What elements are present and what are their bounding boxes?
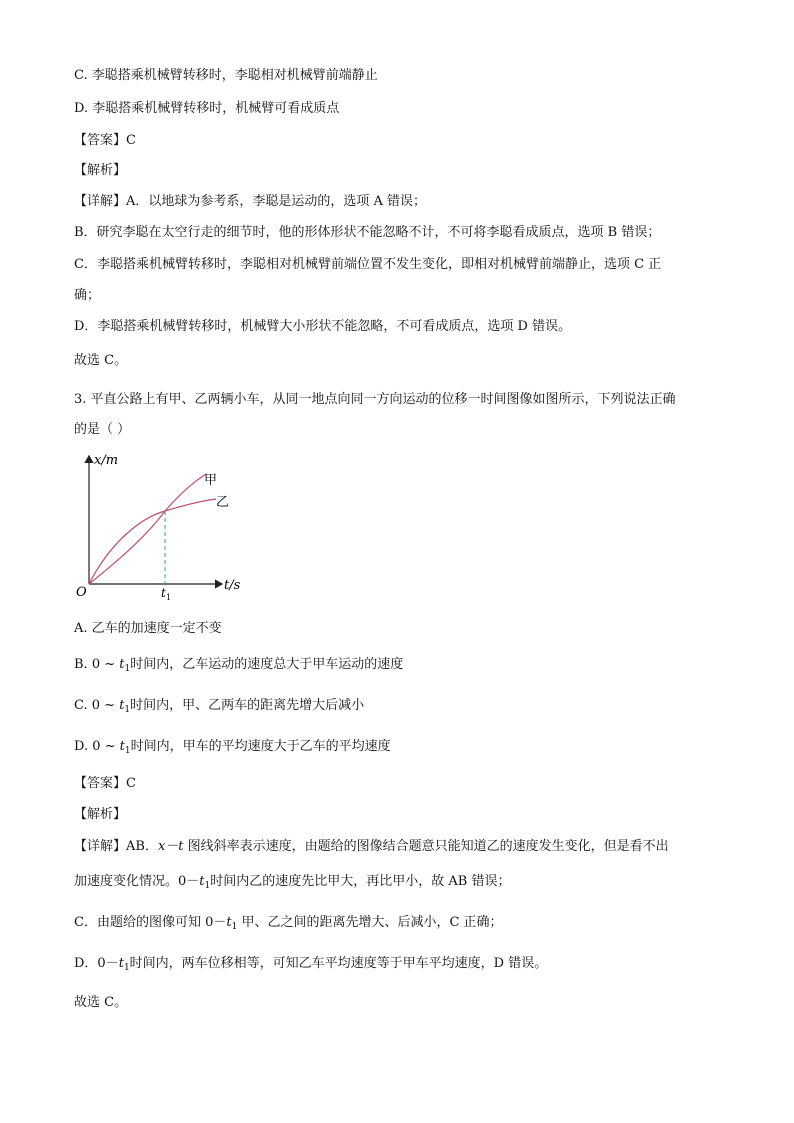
xt-graph: [70, 448, 250, 608]
q3-option-d-rest: 时间内，甲车的平均速度大于乙车的平均速度: [130, 739, 391, 754]
q3-detail-d-rest: 时间内，两车位移相等，可知乙车平均速度等于甲车平均速度，D 错误。: [129, 956, 548, 971]
q3-option-a: A. 乙车的加速度一定不变: [74, 621, 222, 636]
q3-detail-d-pre: D．0－: [74, 956, 119, 971]
q3-option-c-t: t: [119, 698, 125, 713]
q3-option-d-prefix: D. 0 ~: [74, 739, 120, 754]
q3-option-b-prefix: B. 0 ~: [74, 657, 120, 672]
q3-option-d-sub: 1: [124, 746, 131, 756]
t1-label-sub: 1: [166, 593, 172, 602]
curve-jia: [89, 474, 206, 584]
q3-detail-ab2-rest: 时间内乙的速度先比甲大，再比甲小，故 AB 错误；: [210, 874, 511, 889]
q3-detail-c-pre: C．由题给的图像可知 0－: [74, 915, 227, 930]
q3-option-d-t: t: [119, 739, 125, 754]
q3-option-b-t: t: [119, 657, 125, 672]
q3-detail-c-sub: 1: [231, 922, 238, 932]
q2-option-d: D. 李聪搭乘机械臂转移时，机械臂可看成质点: [74, 101, 340, 116]
q3-detail-ab-pre: 【详解】AB．: [74, 839, 158, 854]
q3-option-d: [74, 738, 391, 760]
y-axis-label: x/m: [94, 453, 119, 468]
q3-detail-c: [74, 914, 503, 936]
q3-detail-d-t: t: [118, 956, 124, 971]
q3-option-c: [74, 697, 364, 719]
q3-detail-ab2-sub: 1: [204, 881, 211, 891]
q2-detail-a: 【详解】A．以地球为参考系，李聪是运动的，选项 A 错误；: [74, 194, 427, 209]
q3-option-b: [74, 656, 403, 678]
q2-detail-d: D．李聪搭乘机械臂转移时，机械臂大小形状不能忽略，不可看成质点，选项 D 错误。: [74, 319, 572, 334]
q3-detail-c-t: t: [226, 915, 232, 930]
q3-answer: 【答案】C: [74, 776, 136, 791]
curve-jia-label: 甲: [204, 473, 218, 488]
q3-detail-ab-rest: 图线斜率表示速度，由题给的图像结合题意只能知道乙的速度发生变化，但是看不出: [183, 839, 669, 854]
curve-yi-label: 乙: [216, 495, 230, 510]
q3-option-c-sub: 1: [124, 705, 131, 715]
q3-detail-ab-math: x－t: [157, 839, 184, 854]
q3-stem-line2: 的是（ ）: [74, 422, 131, 437]
q3-analysis-tag: 【解析】: [74, 807, 127, 822]
q3-option-c-prefix: C. 0 ~: [74, 698, 120, 713]
q3-option-b-rest: 时间内，乙车运动的速度总大于甲车运动的速度: [130, 657, 404, 672]
q3-conclusion: 故选 C。: [74, 995, 128, 1010]
q3-detail-c-rest: 甲、乙之间的距离先增大、后减小，C 正确；: [237, 915, 503, 930]
q2-option-c: C. 李聪搭乘机械臂转移时，李聪相对机械臂前端静止: [74, 68, 378, 83]
q2-conclusion: 故选 C。: [74, 353, 128, 368]
x-axis-label: t/s: [224, 578, 241, 593]
q3-stem-line1: 3. 平直公路上有甲、乙两辆小车，从同一地点向同一方向运动的位移一时间图像如图所示，下列说法正确: [74, 392, 676, 407]
q2-detail-c-line2: 确；: [74, 288, 101, 303]
q3-option-c-rest: 时间内，甲、乙两车的距离先增大后减小: [130, 698, 365, 713]
q3-detail-d-sub: 1: [123, 963, 130, 973]
q3-detail-ab-line2: [74, 873, 510, 895]
curve-yi: [89, 499, 216, 584]
q2-answer: 【答案】C: [74, 133, 136, 148]
q3-detail-ab2-t: t: [199, 874, 205, 889]
q2-detail-b: B．研究李聪在太空行走的细节时，他的形体形状不能忽略不计，不可将李聪看成质点，选项 B 错误；: [74, 225, 661, 240]
q3-detail-ab2-pre: 加速度变化情况。0－: [74, 874, 200, 889]
q3-option-b-sub: 1: [124, 664, 131, 674]
origin-label: O: [76, 585, 87, 600]
q3-detail-d: [74, 955, 547, 977]
q2-detail-c-line1: C．李聪搭乘机械臂转移时，李聪相对机械臂前端位置不发生变化，即相对机械臂前端静止，选项 C 正: [74, 257, 662, 272]
t1-label: t: [161, 586, 166, 600]
q3-detail-ab-line1: [74, 838, 669, 856]
q2-analysis-tag: 【解析】: [74, 163, 127, 178]
